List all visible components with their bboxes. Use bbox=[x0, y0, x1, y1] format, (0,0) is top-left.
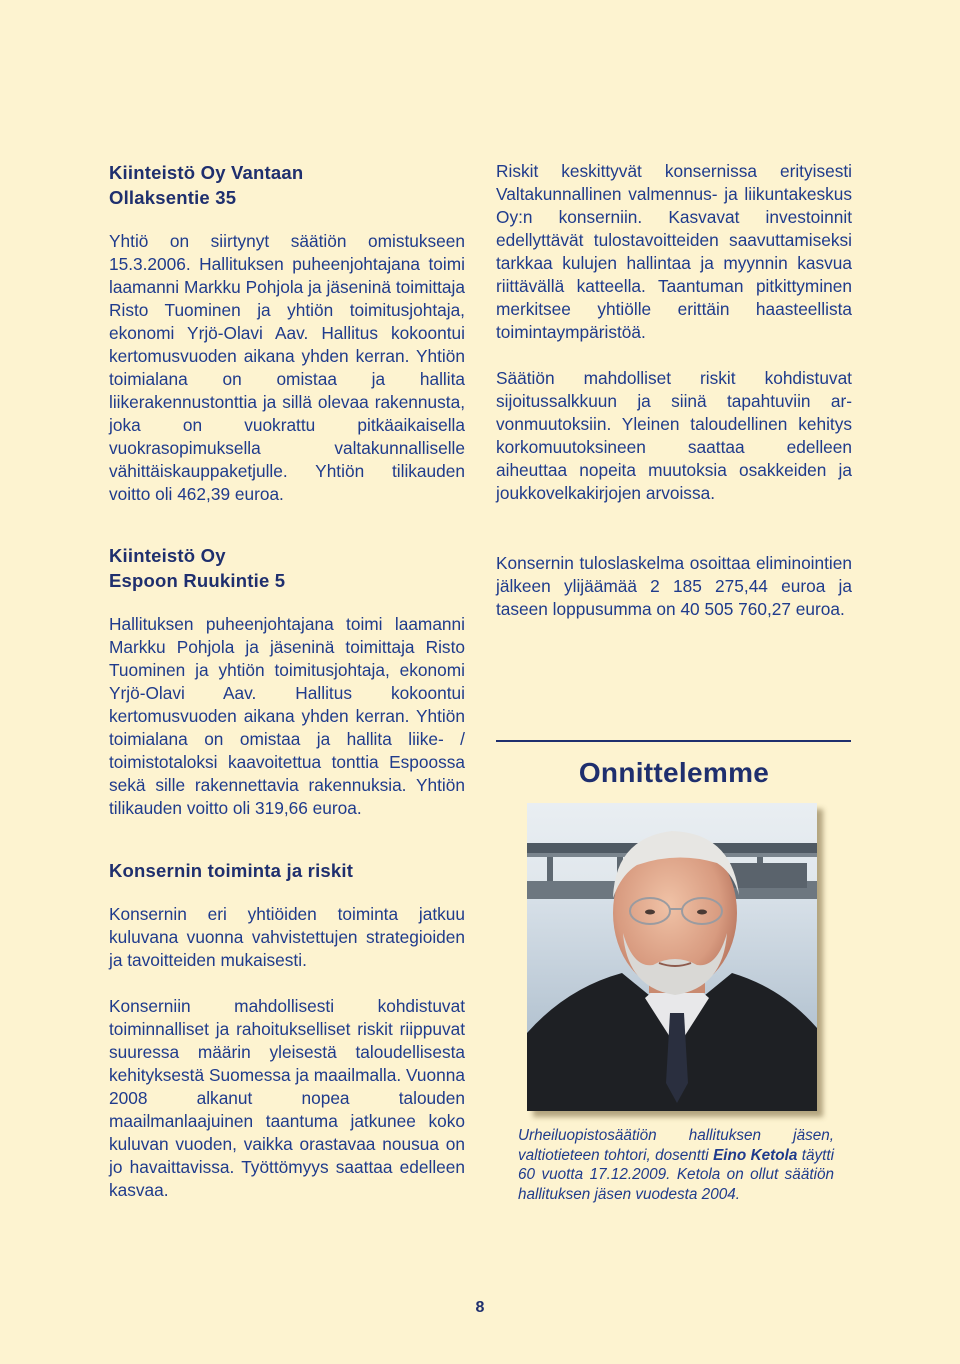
paragraph: Konsernin tuloslaskelma osoittaa eliminointien jälkeen ylijäämää 2 185 275,44 euroa ja taseen loppusumma on 40 505 760,27 euroa. bbox=[496, 553, 852, 619]
section-title bbox=[109, 160, 465, 210]
section-title bbox=[109, 543, 465, 593]
title-line: Kiinteistö Oy bbox=[109, 545, 226, 566]
paragraph: Konsernin eri yhtiöiden toiminta jatkuu kuluvana vuonna vahvistettujen strategioiden ja tavoitteiden mukaisesti. bbox=[109, 904, 465, 970]
caption-name: Eino Ketola bbox=[713, 1146, 798, 1164]
paragraph: Riskit keskittyvät konsernissa erityisesti Valtakunnallinen valmennus- ja liikuntakeskus Oy:n konserniin. Kasvavat investoinnit edellyttävät tulostavoitteiden saavuttamiseksi tarkkaa kulujen hallintaa ja myynnin kasvua riittävällä katteella. Taantuman pitkittyminen merkitsee yhtiölle erittäin haasteellista toimintaympäristöä. bbox=[496, 161, 852, 342]
paragraph: Hallituksen puheenjohtajana toimi laamanni Markku Pohjola ja jäseninä toimittaja Risto Tuominen ja yhtiön toimitusjohtaja, ekonomi Yrjö-Olavi Aav. Hallitus kokoontui kertomusvuoden aikana yhden kerran. Yhtiön toimialana on omistaa ja hallita liike- / toimistotaloksi kaavoitettua tonttia Espoossa sekä sille rakennettavia rakennuksia. Yhtiön tilikauden voitto oli 319,66 euroa. bbox=[109, 614, 465, 818]
title-line: Espoon Ruukintie 5 bbox=[109, 570, 286, 591]
title-line: Ollaksentie 35 bbox=[109, 187, 237, 208]
paragraph: Säätiön mahdolliset riskit kohdistuvat sijoitussalkkuun ja siinä tapahtuviin arvonmuutoksiin. Yleinen taloudellinen kehitys korkomuutoksineen saattaa edelleen aiheuttaa nopeita muutoksia osakkeiden ja joukkovelkakirjojen arvoissa. bbox=[496, 368, 852, 503]
paragraph: Yhtiö on siirtynyt säätiön omistukseen 15.3.2006. Hallituksen puheenjohtajana toimi laamanni Markku Pohjola ja jäseninä toimittaja Risto Tuominen ja yhtiön toimitusjohtaja, ekonomi Yrjö-Olavi Aav. Hallitus kokoontui kertomusvuoden aikana yhden kerran. Yhtiön toimialana on omistaa ja hallita liikerakennustonttia ja sillä olevaa rakennusta, joka on vuokrattu pitkäaikaisella vuokrasopimuksella valtakunnalliselle vähittäiskauppaketjulle. Yhtiön tilikauden voitto oli 462,39 euroa. bbox=[109, 231, 465, 504]
section-riskit bbox=[496, 160, 852, 505]
section-title: Konsernin toiminta ja riskit bbox=[109, 860, 354, 881]
photo-caption bbox=[518, 1126, 834, 1204]
portrait-photo bbox=[527, 803, 817, 1111]
caption-text: täytti 60 vuotta 17.12.2009. Ketola on ollut säätiön hallituksen jäsen vuodesta 2004. bbox=[518, 1146, 835, 1203]
caption-text: Urheiluopistosäätiön hallituksen jäsen, valtiotieteen tohtori, dosentti bbox=[518, 1127, 834, 1164]
page-number: 8 bbox=[475, 1299, 485, 1316]
section-tulos bbox=[496, 552, 852, 621]
section-konserni bbox=[109, 858, 465, 1202]
title-line: Kiinteistö Oy Vantaan bbox=[109, 162, 304, 183]
paragraph: Konserniin mahdollisesti kohdistuvat toiminnalliset ja rahoitukselliset riskit riippuvat suuressa määrin yleisestä taloudellisesta kehityksestä Suomessa ja maailmalla. Vuonna 2008 alkanut nopea talouden maailmanlaajuinen taantuma jatkunee koko kuluvan vuoden, vaikka orastavaa nousua on jo havaittavissa. Työttömyys saattaa edelleen kasvaa. bbox=[109, 996, 465, 1200]
divider bbox=[496, 740, 851, 742]
section-espoo bbox=[109, 543, 465, 820]
portrait-illustration bbox=[527, 803, 817, 1111]
congrats-heading: Onnittelemme bbox=[578, 757, 770, 788]
section-vantaa bbox=[109, 160, 465, 506]
